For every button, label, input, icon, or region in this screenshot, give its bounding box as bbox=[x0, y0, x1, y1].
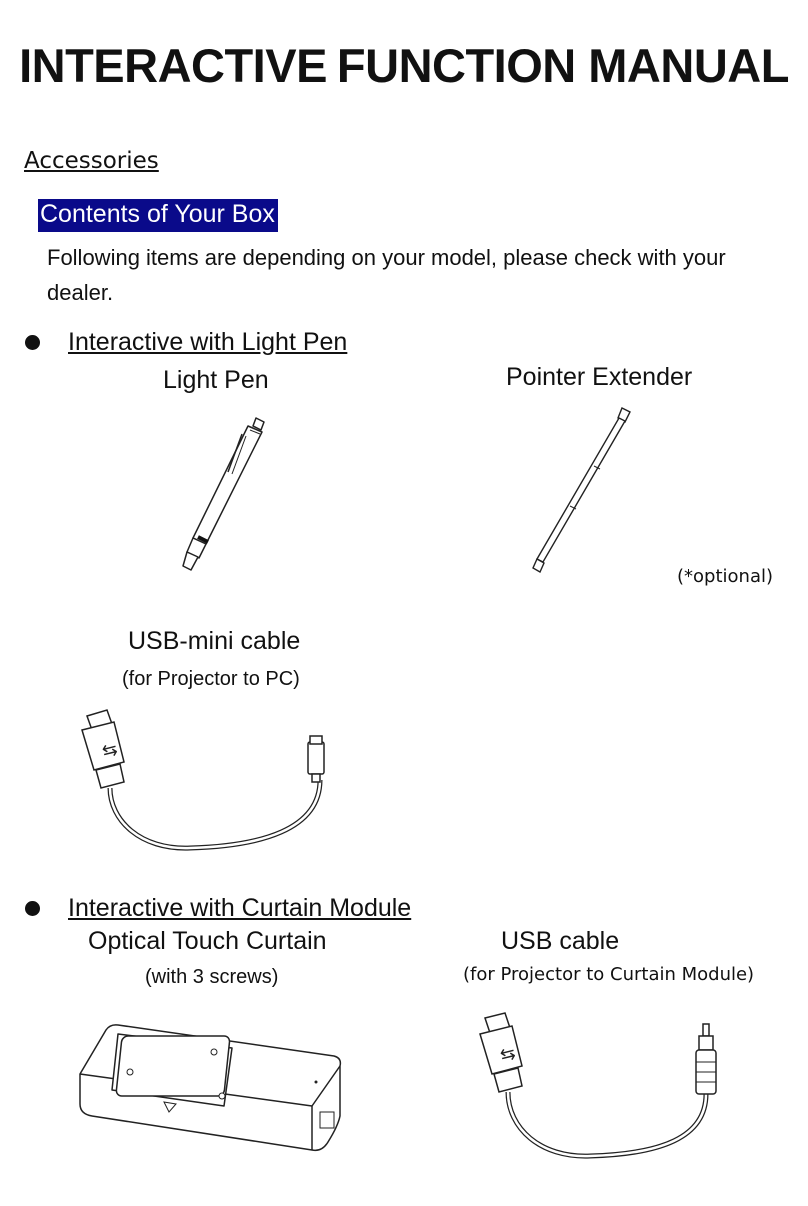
optical-touch-curtain-icon bbox=[72, 1018, 352, 1164]
optical-touch-curtain-sub: (with 3 screws) bbox=[145, 966, 279, 988]
caption-usb-cable: USB cable bbox=[501, 927, 620, 955]
caption-usb-mini-cable: USB-mini cable bbox=[128, 627, 301, 655]
title-part-1: INTERACTIVE bbox=[19, 39, 327, 92]
title-part-2: FUNCTION MANUAL bbox=[336, 39, 789, 92]
caption-pointer-extender: Pointer Extender bbox=[506, 363, 693, 391]
usb-cable-sub: (for Projector to Curtain Module) bbox=[463, 964, 755, 985]
optional-note: (*optional) bbox=[677, 566, 773, 587]
caption-optical-touch-curtain: Optical Touch Curtain bbox=[88, 927, 327, 955]
contents-banner: Contents of Your Box bbox=[38, 199, 278, 232]
bullet-dot-icon bbox=[25, 901, 40, 916]
contents-note: Following items are depending on your model, please check with your dealer. bbox=[47, 245, 726, 305]
svg-text:⇆: ⇆ bbox=[498, 1042, 518, 1067]
page-title bbox=[0, 38, 808, 93]
bullet-light-pen: Interactive with Light Pen bbox=[68, 328, 348, 356]
caption-light-pen: Light Pen bbox=[163, 366, 269, 394]
section-heading: Accessories bbox=[24, 148, 159, 174]
bullet-dot-icon bbox=[25, 335, 40, 350]
svg-text:⇆: ⇆ bbox=[100, 738, 120, 763]
usb-mini-cable-sub: (for Projector to PC) bbox=[122, 668, 300, 690]
usb-mini-cable-icon bbox=[70, 700, 340, 860]
bullet-curtain-module: Interactive with Curtain Module bbox=[68, 894, 412, 922]
light-pen-icon bbox=[176, 412, 276, 578]
pointer-extender-icon bbox=[526, 402, 636, 580]
usb-cable-icon bbox=[470, 1010, 730, 1170]
